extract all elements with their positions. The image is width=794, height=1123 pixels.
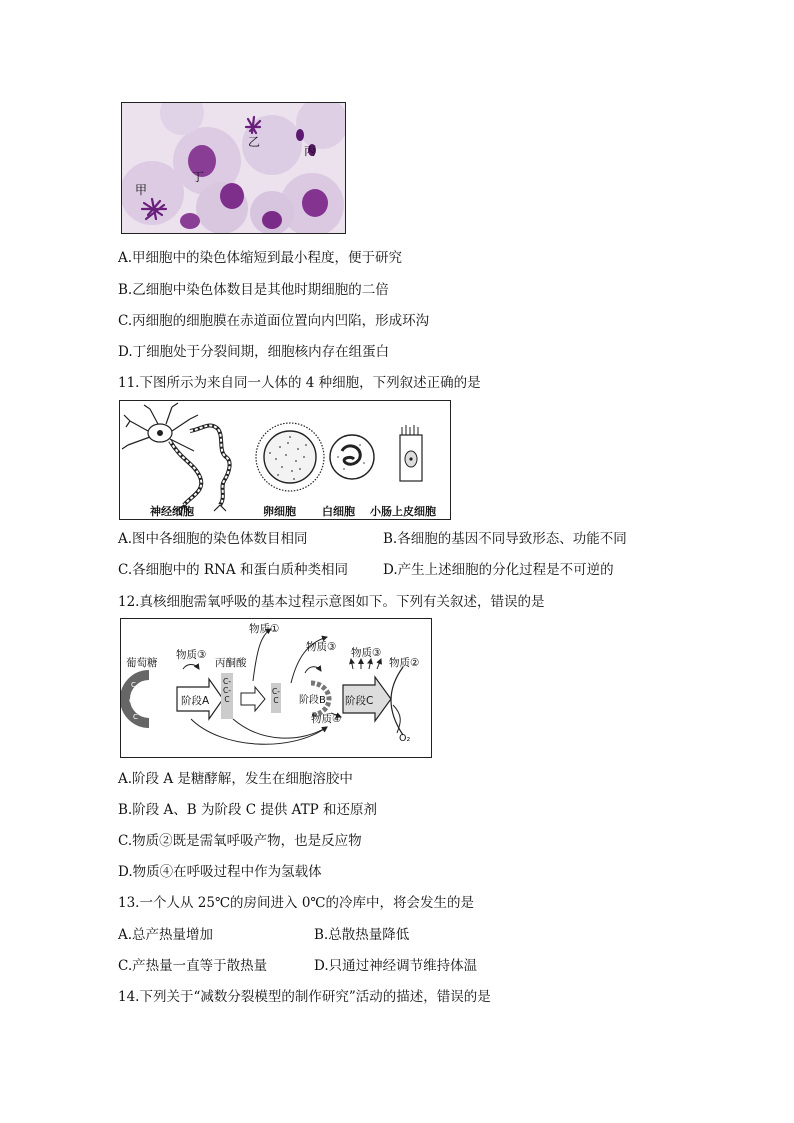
q11-stem: 11.下图所示为来自同一人体的 4 种细胞，下列叙述正确的是	[118, 375, 481, 391]
resp-label-o2: O₂	[399, 733, 411, 744]
micrograph-figure	[121, 102, 346, 234]
svg-text:C: C	[131, 681, 136, 689]
resp-label-stage-b: 阶段B	[299, 695, 326, 706]
cells-figure	[119, 400, 451, 520]
q12-option-a: A.阶段 A 是糖酵解，发生在细胞溶胶中	[118, 771, 353, 787]
q14-stem: 14.下列关于“减数分裂模型的制作研究”活动的描述，错误的是	[118, 989, 491, 1005]
q13-option-c: C.产热量一直等于散热量	[118, 958, 268, 974]
q10-option-d: D.丁细胞处于分裂间期，细胞核内存在组蛋白	[118, 344, 390, 360]
resp-label-stage-a: 阶段A	[181, 695, 210, 707]
q13-option-a: A.总产热量增加	[118, 927, 214, 943]
cells-label-neuron: 神经细胞	[150, 505, 194, 518]
q11-option-d: D.产生上述细胞的分化过程是不可逆的	[383, 562, 614, 578]
q12-option-c: C.物质②既是需氧呼吸产物，也是反应物	[118, 833, 362, 849]
q10-option-c: C.丙细胞的细胞膜在赤道面位置向内凹陷，形成环沟	[118, 313, 430, 329]
resp-label-glucose: 葡萄糖	[126, 657, 158, 669]
q11-option-c: C.各细胞中的 RNA 和蛋白质种类相同	[118, 562, 348, 578]
resp-label-m1: 物质①	[249, 623, 280, 635]
resp-label-m2: 物质②	[389, 657, 420, 669]
cells-label-wbc: 白细胞	[322, 505, 355, 518]
q10-option-b: B.乙细胞中染色体数目是其他时期细胞的二倍	[118, 282, 389, 298]
resp-label-m3-b: 物质③	[306, 641, 337, 653]
resp-label-m3-c: 物质③	[351, 647, 382, 659]
cells-svg	[120, 401, 450, 519]
micrograph-label-bing: 丙	[304, 144, 317, 158]
cells-label-epithelial: 小肠上皮细胞	[370, 505, 436, 518]
resp-label-m4: 物质④	[311, 713, 342, 725]
q13-option-d: D.只通过神经调节维持体温	[314, 958, 478, 974]
q11-option-a: A.图中各细胞的染色体数目相同	[118, 531, 308, 547]
q12-stem: 12.真核细胞需氧呼吸的基本过程示意图如下。下列有关叙述，错误的是	[118, 594, 545, 610]
resp-label-stage-c: 阶段C	[345, 695, 374, 707]
micrograph-label-yi: 乙	[248, 135, 261, 149]
q10-option-a: A.甲细胞中的染色体缩短到最小程度，便于研究	[118, 250, 403, 266]
cells-label-egg: 卵细胞	[263, 505, 296, 518]
resp-label-pyr-carbons: C-C-C	[223, 677, 231, 704]
q13-option-b: B.总散热量降低	[314, 927, 410, 943]
micrograph-svg	[122, 103, 345, 233]
micrograph-label-ding: 丁	[192, 170, 205, 184]
resp-label-pyruvate: 丙酮酸	[215, 657, 247, 669]
respiration-figure	[120, 618, 432, 758]
q12-option-d: D.物质④在呼吸过程中作为氢载体	[118, 864, 322, 880]
svg-text:C: C	[133, 713, 138, 721]
micrograph-label-jia: 甲	[135, 183, 148, 197]
svg-text:C: C	[129, 697, 134, 705]
q11-option-b: B.各细胞的基因不同导致形态、功能不同	[383, 531, 627, 547]
resp-label-acetyl-carbons: C-C	[272, 687, 280, 705]
q12-option-b: B.阶段 A、B 为阶段 C 提供 ATP 和还原剂	[118, 802, 378, 818]
q13-stem: 13.一个人从 25℃的房间进入 0℃的冷库中，将会发生的是	[118, 895, 475, 911]
resp-label-m3-a: 物质③	[176, 649, 207, 661]
